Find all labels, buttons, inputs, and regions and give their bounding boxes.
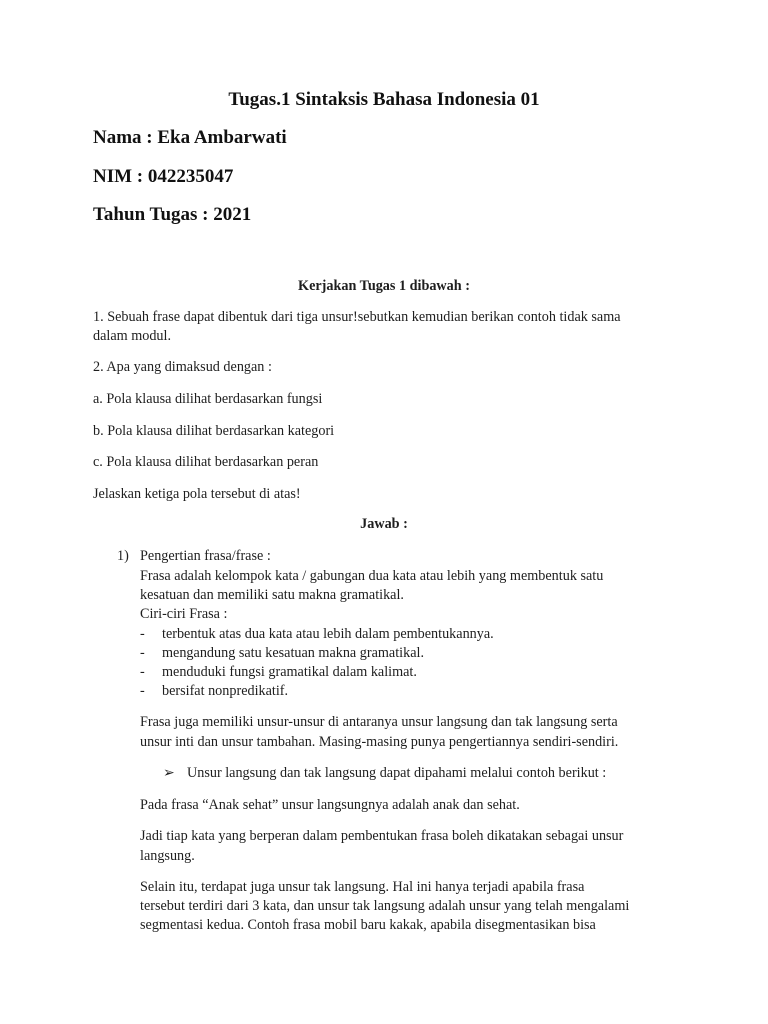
definition-line-1: Frasa adalah kelompok kata / gabungan dua kata atau lebih yang membentuk satu: [140, 568, 604, 584]
question-2: 2. Apa yang dimaksud dengan :: [93, 359, 272, 375]
paragraph-4-line-3: segmentasi kedua. Contoh frasa mobil baru kakak, apabila disegmentasikan bisa: [140, 917, 596, 933]
student-nim: NIM : 042235047: [93, 166, 234, 187]
question-2a: a. Pola klausa dilihat berdasarkan fungsi: [93, 391, 323, 407]
arrow-item: Unsur langsung dan tak langsung dapat dipahami melalui contoh berikut :: [187, 765, 607, 781]
bullet-marker: -: [140, 664, 145, 680]
bullet-item: mengandung satu kesatuan makna gramatikal.: [162, 645, 424, 661]
question-1-line-2: dalam modul.: [93, 328, 172, 344]
question-2c: c. Pola klausa dilihat berdasarkan peran: [93, 454, 319, 470]
bullet-item: menduduki fungsi gramatikal dalam kalimat.: [162, 664, 417, 680]
arrow-bullet-icon: ➢: [163, 766, 175, 781]
question-2b: b. Pola klausa dilihat berdasarkan kategori: [93, 423, 335, 439]
paragraph-3-line-1: Jadi tiap kata yang berperan dalam pembentukan frasa boleh dikatakan sebagai unsur: [140, 828, 624, 844]
bullet-marker: -: [140, 626, 145, 642]
bullet-marker: -: [140, 683, 145, 699]
task-year: Tahun Tugas : 2021: [93, 204, 252, 225]
paragraph-4-line-1: Selain itu, terdapat juga unsur tak langsung. Hal ini hanya terjadi apabila frasa: [140, 879, 585, 895]
answer-item-number: 1): [117, 548, 129, 564]
question-1-line-1: 1. Sebuah frase dapat dibentuk dari tiga unsur!sebutkan kemudian berikan contoh tidak sama: [93, 309, 621, 325]
answer-heading: Jawab :: [360, 516, 408, 532]
bullet-item: terbentuk atas dua kata atau lebih dalam pembentukannya.: [162, 626, 494, 642]
bullet-item: bersifat nonpredikatif.: [162, 683, 289, 699]
answer-item-title: Pengertian frasa/frase :: [140, 548, 271, 564]
paragraph-2: Pada frasa “Anak sehat” unsur langsungnya adalah anak dan sehat.: [140, 797, 520, 813]
definition-line-2: kesatuan dan memiliki satu makna gramatikal.: [140, 587, 404, 603]
paragraph-1-line-2: unsur inti dan unsur tambahan. Masing-masing punya pengertiannya sendiri-sendiri.: [140, 734, 619, 750]
student-name: Nama : Eka Ambarwati: [93, 127, 287, 148]
tasks-heading: Kerjakan Tugas 1 dibawah :: [298, 278, 470, 294]
paragraph-3-line-2: langsung.: [140, 848, 195, 864]
paragraph-4-line-2: tersebut terdiri dari 3 kata, dan unsur tak langsung adalah unsur yang telah mengalami: [140, 898, 630, 914]
paragraph-1-line-1: Frasa juga memiliki unsur-unsur di antaranya unsur langsung dan tak langsung serta: [140, 714, 618, 730]
bullet-marker: -: [140, 645, 145, 661]
document-title: Tugas.1 Sintaksis Bahasa Indonesia 01: [228, 89, 540, 110]
tasks-closing: Jelaskan ketiga pola tersebut di atas!: [93, 486, 301, 502]
ciri-heading: Ciri-ciri Frasa :: [140, 606, 228, 622]
